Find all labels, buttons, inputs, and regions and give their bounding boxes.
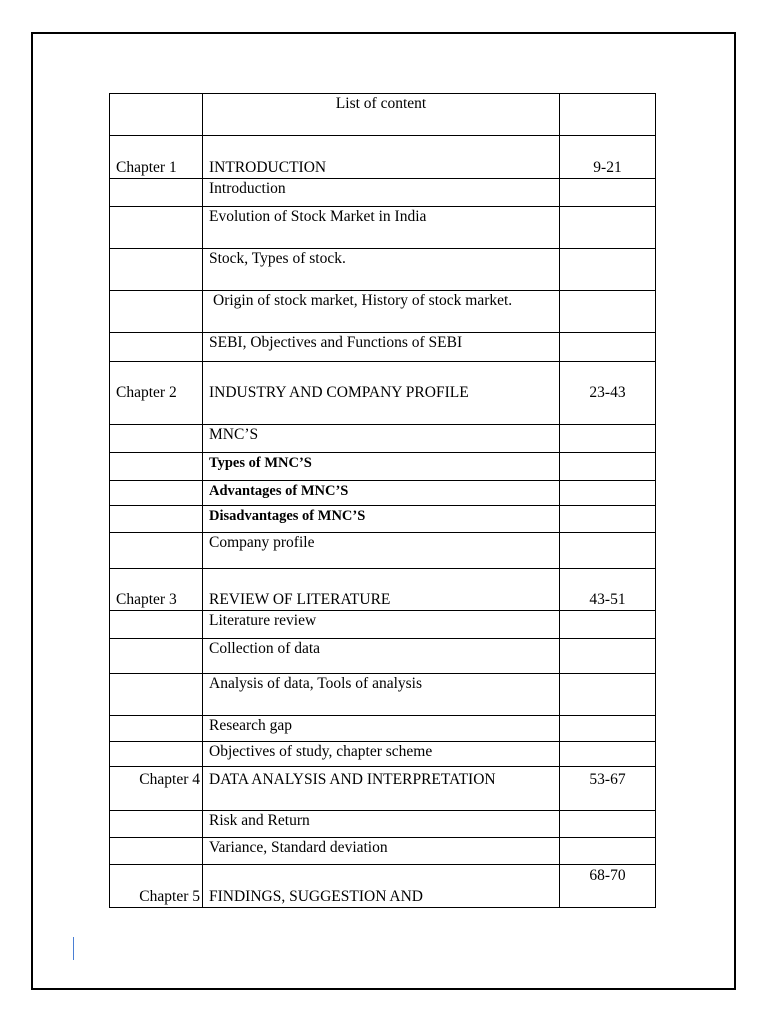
topic-label: SEBI, Objectives and Functions of SEBI xyxy=(203,333,560,362)
page-range: 23-43 xyxy=(560,362,656,425)
chapter-label: Chapter 1 xyxy=(110,136,203,179)
text-cursor xyxy=(73,937,74,960)
topic-label: Disadvantages of MNC’S xyxy=(203,506,560,533)
chapter-title: INDUSTRY AND COMPANY PROFILE xyxy=(203,362,560,425)
contents-table xyxy=(109,93,656,908)
page-range: 9-21 xyxy=(560,136,656,179)
topic-label: Advantages of MNC’S xyxy=(203,481,560,506)
table-header-row xyxy=(110,94,656,136)
topic-label: Research gap xyxy=(203,716,560,742)
table-row xyxy=(110,333,656,362)
topic-label: Risk and Return xyxy=(203,811,560,838)
table-row xyxy=(110,179,656,207)
page-range: 68-70 xyxy=(560,865,656,908)
table-row xyxy=(110,291,656,333)
topic-label: Introduction xyxy=(203,179,560,207)
chapter-label: Chapter 3 xyxy=(110,569,203,611)
table-row xyxy=(110,742,656,767)
chapter-title: REVIEW OF LITERATURE xyxy=(203,569,560,611)
topic-label: Literature review xyxy=(203,611,560,639)
topic-label: MNC’S xyxy=(203,425,560,453)
chapter-label: Chapter 2 xyxy=(110,362,203,425)
table-row xyxy=(110,453,656,481)
table-row xyxy=(110,506,656,533)
topic-label: Company profile xyxy=(203,533,560,569)
chapter-title: FINDINGS, SUGGESTION AND xyxy=(203,865,560,908)
table-row xyxy=(110,838,656,865)
table-row xyxy=(110,674,656,716)
table-row xyxy=(110,249,656,291)
chapter-row xyxy=(110,767,656,811)
chapter-title: DATA ANALYSIS AND INTERPRETATION xyxy=(203,767,560,811)
chapter-row xyxy=(110,136,656,179)
chapter-label: Chapter 5 xyxy=(110,865,203,908)
table-cell xyxy=(110,94,203,136)
topic-label: Types of MNC’S xyxy=(203,453,560,481)
chapter-title: INTRODUCTION xyxy=(203,136,560,179)
page-range: 43-51 xyxy=(560,569,656,611)
table-heading: List of content xyxy=(203,94,560,136)
topic-label: Objectives of study, chapter scheme xyxy=(203,742,560,767)
topic-label: Stock, Types of stock. xyxy=(203,249,560,291)
table-row xyxy=(110,207,656,249)
table-row xyxy=(110,425,656,453)
table-row xyxy=(110,639,656,674)
topic-label: Collection of data xyxy=(203,639,560,674)
chapter-row xyxy=(110,362,656,425)
chapter-label: Chapter 4 xyxy=(110,767,203,811)
topic-label: Evolution of Stock Market in India xyxy=(203,207,560,249)
table-row xyxy=(110,481,656,506)
table-row xyxy=(110,611,656,639)
table-row xyxy=(110,533,656,569)
chapter-row xyxy=(110,865,656,908)
table-row xyxy=(110,811,656,838)
page-range: 53-67 xyxy=(560,767,656,811)
chapter-row xyxy=(110,569,656,611)
table-row xyxy=(110,716,656,742)
table-cell xyxy=(560,94,656,136)
topic-label: Analysis of data, Tools of analysis xyxy=(203,674,560,716)
topic-label: Origin of stock market, History of stock market. xyxy=(203,291,560,333)
topic-label: Variance, Standard deviation xyxy=(203,838,560,865)
